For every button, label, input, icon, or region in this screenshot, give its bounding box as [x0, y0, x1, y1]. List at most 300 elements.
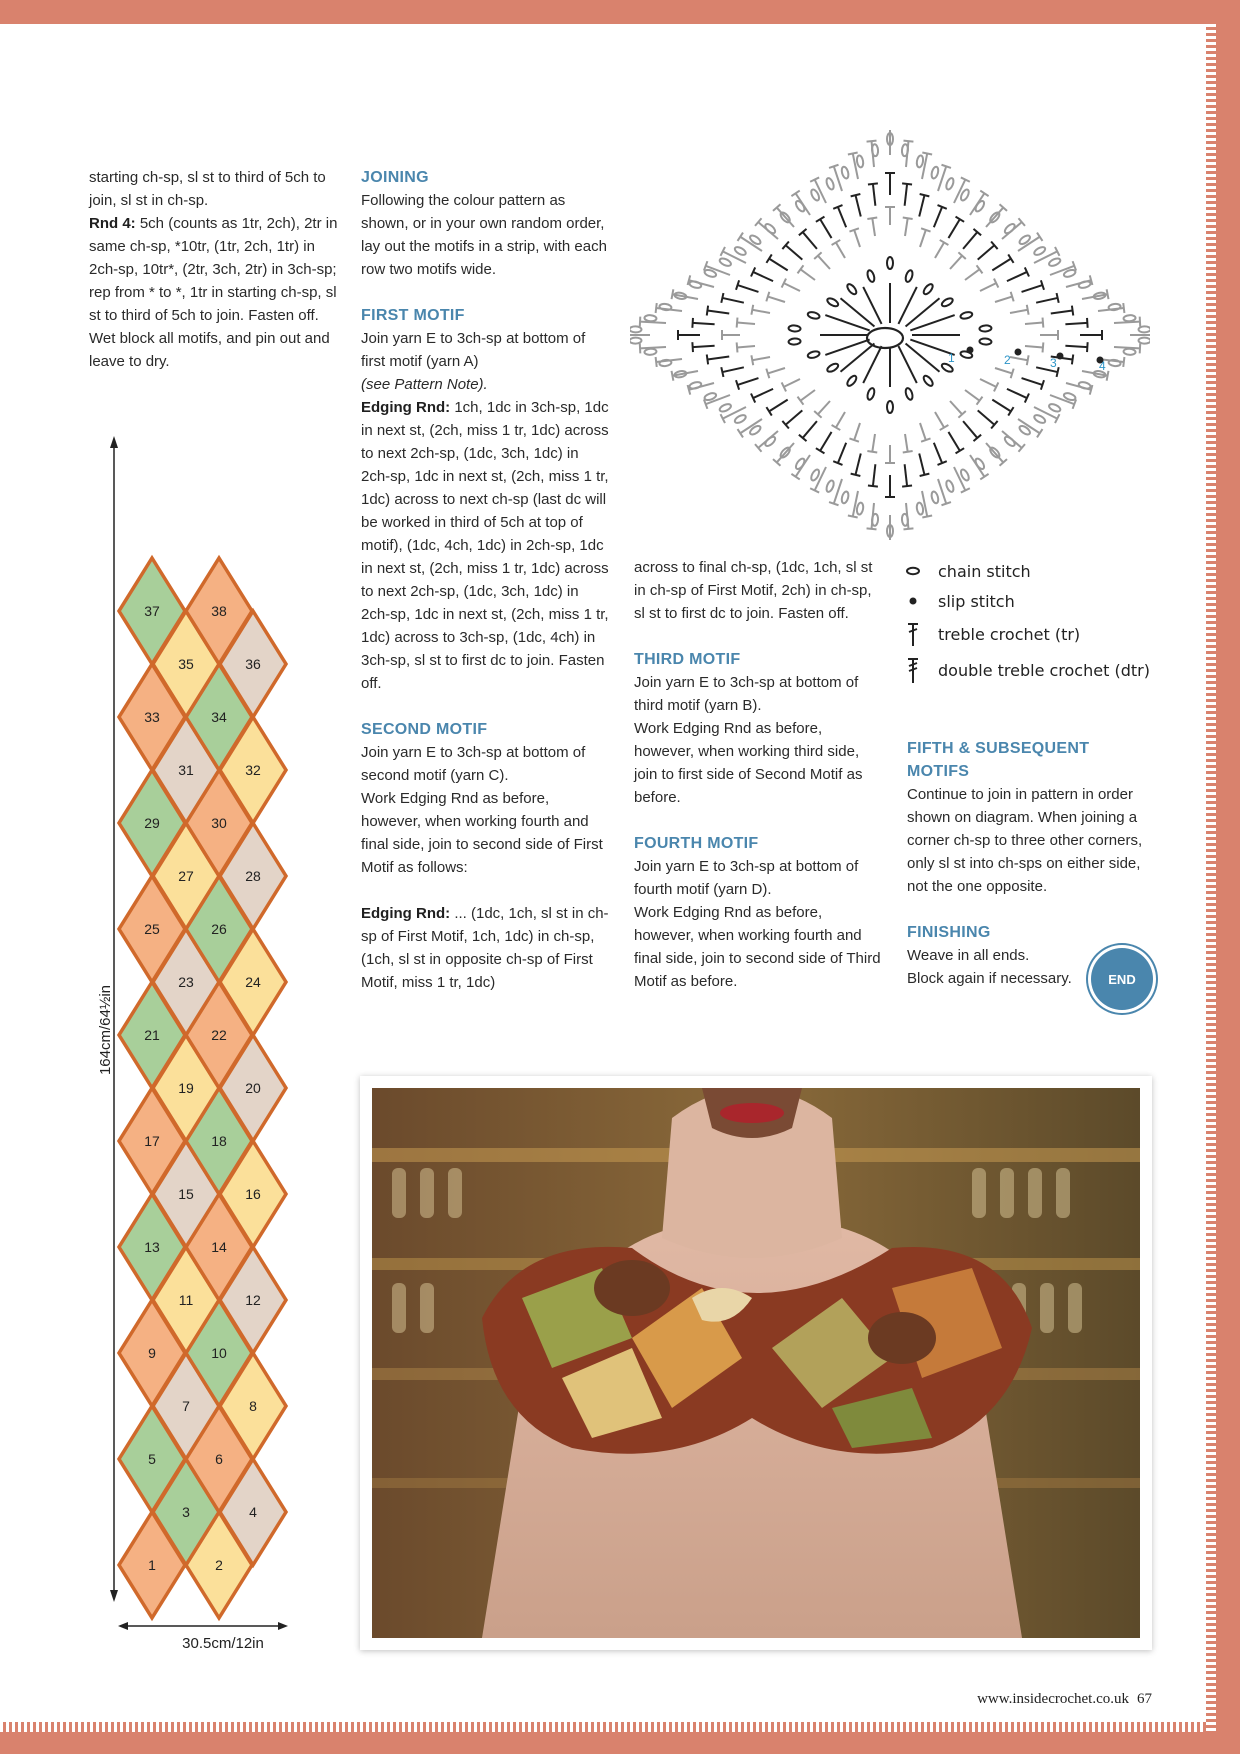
- motif-number: 30: [211, 815, 227, 831]
- chart-chain-mark: [825, 177, 835, 190]
- chart-stitch-mark: [905, 218, 908, 236]
- fifth-motif-text: Continue to join in pattern in order shown on diagram. When joining a corner ch-sp to three other corners, only sl st into ch-sps on either side, not the one opposite.: [907, 786, 1143, 895]
- round-4-text: 5ch (counts as 1tr, 2ch), 2tr in same ch-sp, *10tr, (1tr, 2ch, 1tr) in 2ch-sp, 10tr*, (2tr, 3ch, 2tr) in 3ch-sp; rep from * to *, 1tr in starting ch-sp, sl st to third of 5ch to join. Fasten off.: [89, 215, 338, 324]
- chart-stitch-top: [738, 233, 743, 241]
- chart-stitch-mark: [855, 195, 860, 216]
- motif-number: 35: [178, 656, 194, 672]
- chart-stitch-top: [798, 397, 804, 405]
- legend-slip-label: slip stitch: [938, 591, 1015, 611]
- chart-stitch-top: [1037, 233, 1042, 241]
- chart-stitch-top: [791, 191, 799, 197]
- chart-stitch-top: [868, 486, 878, 487]
- motif-number: 38: [211, 603, 227, 619]
- chart-chain-mark: [901, 514, 908, 526]
- chart-chain-mark: [904, 387, 913, 400]
- chart-stitch-mark: [707, 357, 729, 360]
- motif-number: 23: [178, 974, 194, 990]
- chart-stitch-top: [922, 153, 932, 155]
- chart-chain-mark: [689, 381, 702, 390]
- chart-chain-mark: [659, 359, 672, 366]
- chart-stitch-mark: [963, 421, 977, 438]
- chart-chain-mark: [1003, 435, 1016, 447]
- chart-chain-mark: [719, 257, 732, 267]
- chart-chain-mark: [788, 325, 800, 332]
- chart-stitch-top: [920, 194, 930, 196]
- column-3: [634, 556, 884, 993]
- motif-layout-diagram: [88, 430, 348, 1670]
- chart-chain-mark: [1048, 403, 1061, 413]
- chart-stitch-top: [902, 183, 912, 184]
- chart-stitch-mark: [905, 184, 907, 206]
- chart-stitch-mark: [1025, 346, 1043, 347]
- chart-chain-mark: [1033, 245, 1046, 256]
- round-label-4: 4: [1099, 359, 1106, 373]
- chart-chain-mark: [764, 435, 777, 447]
- chart-stitch-top: [977, 397, 983, 405]
- fourth-motif-text-2: Work Edging Rnd as before, however, when working fourth and final side, join to second side of Third Motif as before.: [634, 904, 881, 990]
- chart-stitch-mark: [707, 311, 729, 314]
- chart-stitch-top: [1123, 357, 1124, 367]
- chart-chain-mark: [904, 269, 913, 282]
- chart-chain-mark: [1108, 359, 1121, 366]
- chart-stitch-top: [851, 474, 861, 476]
- joining-heading: JOINING: [361, 169, 429, 186]
- second-motif-heading: SECOND MOTIF: [361, 721, 488, 738]
- chart-stitch-mark: [950, 401, 962, 414]
- chart-stitch-mark: [818, 401, 830, 414]
- chart-stitch-mark: [986, 208, 1003, 227]
- first-motif-note: [361, 373, 611, 396]
- chart-stitch-mark: [934, 443, 942, 463]
- chart-stitch-top: [791, 474, 799, 480]
- chart-chain-mark: [764, 222, 777, 234]
- chart-stitch-mark: [834, 479, 842, 504]
- chart-chain-mark: [941, 297, 954, 308]
- chart-stitch-top: [672, 371, 674, 381]
- chart-stitch-mark: [769, 400, 788, 412]
- motif-number: 7: [182, 1398, 190, 1414]
- chart-stitch-mark: [1025, 323, 1043, 324]
- chart-stitch-mark: [873, 184, 875, 206]
- motif-number: 32: [245, 762, 261, 778]
- round-label-1: 1: [948, 351, 955, 365]
- chart-stitch-mark: [935, 242, 944, 258]
- chart-stitch-mark: [978, 245, 995, 259]
- chart-stitch-mark: [873, 464, 875, 486]
- chart-stitch-top: [640, 317, 641, 327]
- motif-number: 6: [215, 1451, 223, 1467]
- motif-number: 24: [245, 974, 261, 990]
- chart-chain-mark: [1048, 257, 1061, 267]
- chart-chain-mark: [734, 245, 747, 256]
- chart-stitch-mark: [777, 208, 794, 227]
- edging-label-2: Edging Rnd:: [361, 905, 451, 922]
- motif-number: 11: [178, 1292, 194, 1308]
- round-4-label: Rnd 4:: [89, 215, 136, 232]
- legend-slip: [904, 586, 1164, 616]
- width-label: 30.5cm/12in: [182, 1635, 264, 1652]
- chart-chain-mark: [794, 200, 806, 213]
- chart-stitch-top: [903, 217, 913, 218]
- motif-number: 36: [245, 656, 261, 672]
- chart-stitch-top: [656, 303, 657, 313]
- chart-chain-mark: [945, 177, 955, 190]
- chart-chain-mark: [644, 348, 656, 355]
- motif-number: 17: [144, 1133, 160, 1149]
- finishing-heading: FINISHING: [907, 924, 991, 941]
- edging-text-2: ... (1dc, 1ch, sl st in ch-sp of First Motif, 1ch, 1dc) in ch-sp, (1ch, sl st in opposite ch-sp of First Motif, miss 1 tr, 1dc): [361, 905, 609, 991]
- chart-stitch-mark: [836, 242, 845, 258]
- chart-stitch-mark: [693, 346, 715, 347]
- edging-label: Edging Rnd:: [361, 399, 451, 416]
- chart-stitch-top: [672, 289, 674, 299]
- chart-stitch-top: [721, 293, 723, 303]
- chart-stitch-top: [848, 515, 858, 517]
- chart-chain-mark: [644, 315, 656, 322]
- chart-stitch-mark: [963, 232, 977, 249]
- chart-slip-stitch: [1057, 353, 1064, 360]
- chart-stitch-mark: [738, 378, 759, 385]
- treble-crochet-icon: [904, 620, 926, 648]
- motif-number: 15: [178, 1186, 194, 1202]
- chart-stitch-mark: [753, 389, 773, 398]
- chart-chain-mark: [974, 457, 986, 470]
- second-motif-continued: across to final ch-sp, (1dc, 1ch, sl st in ch-sp of First Motif, 2ch) in ch-sp, sl st to first dc to join. Fasten off.: [634, 559, 873, 622]
- chart-stitch-mark: [872, 218, 875, 236]
- chain-stitch-icon: [904, 557, 926, 585]
- chart-stitch-top: [1057, 367, 1059, 377]
- chart-stitch-mark: [995, 297, 1012, 302]
- chart-stitch-top: [798, 265, 804, 273]
- page-frame-right-pattern: [1206, 24, 1216, 1732]
- chart-chain-mark: [1078, 381, 1091, 390]
- chart-stitch-top: [1087, 318, 1088, 328]
- chart-chain-mark: [1123, 348, 1135, 355]
- chart-chain-mark: [922, 374, 934, 387]
- chart-stitch-mark: [1022, 378, 1043, 385]
- chart-stitch-mark: [803, 421, 817, 438]
- chart-stitch-mark: [836, 412, 845, 428]
- joining-text: Following the colour pattern as shown, or in your own random order, lay out the motifs in a strip, with each row two motifs wide.: [361, 192, 607, 278]
- chart-stitch-mark: [784, 283, 800, 291]
- chart-stitch-mark: [753, 272, 773, 281]
- chart-chain-mark: [719, 403, 732, 413]
- chart-stitch-mark: [784, 379, 800, 387]
- chart-stitch-top: [867, 451, 877, 452]
- second-motif-text-2: Work Edging Rnd as before, however, when working fourth and final side, join to second side of First Motif as follows:: [361, 790, 603, 876]
- chart-chain-mark: [689, 280, 702, 289]
- chart-stitch-top: [707, 306, 708, 316]
- chart-stitch-mark: [919, 195, 924, 216]
- chart-slip-stitch: [1015, 349, 1022, 356]
- page-frame-right: [1216, 0, 1240, 1754]
- chart-stitch-top: [1027, 355, 1029, 365]
- motif-number: 26: [211, 921, 227, 937]
- chart-stitch-mark: [820, 219, 831, 238]
- chart-stitch-top: [868, 183, 878, 184]
- chart-stitch-top: [1072, 355, 1073, 365]
- chart-stitch-mark: [1065, 346, 1087, 347]
- chart-stitch-mark: [838, 443, 846, 463]
- round-3-end-text: starting ch-sp, sl st to third of 5ch to join, sl st in ch-sp.: [89, 169, 326, 209]
- fourth-motif-text-1: Join yarn E to 3ch-sp at bottom of fourth motif (yarn D).: [634, 858, 859, 898]
- motif-number: 18: [211, 1133, 227, 1149]
- chart-stitch-top: [1057, 293, 1059, 303]
- chart-stitch-mark: [769, 259, 788, 271]
- chart-stitch-mark: [768, 368, 785, 373]
- chart-chain-mark: [1078, 280, 1091, 289]
- photo-card: [360, 1076, 1152, 1650]
- chart-stitch-mark: [1065, 323, 1087, 324]
- chart-stitch-mark: [820, 432, 831, 451]
- chart-stitch-mark: [872, 434, 875, 452]
- chart-stitch-mark: [948, 432, 959, 451]
- chart-stitch-top: [1107, 371, 1109, 381]
- chart-stitch-top: [1037, 429, 1042, 437]
- chart-stitch-mark: [722, 367, 743, 372]
- finishing-text-1: Weave in all ends.: [907, 947, 1030, 964]
- chart-chain-mark: [841, 491, 850, 504]
- motif-number: 1: [148, 1557, 156, 1573]
- chart-stitch-top: [692, 342, 693, 352]
- chart-chain-mark: [866, 387, 875, 400]
- chart-stitch-top: [902, 486, 912, 487]
- motif-number: 14: [211, 1239, 227, 1255]
- stitch-legend: [904, 556, 1164, 688]
- chart-stitch-mark: [854, 423, 860, 440]
- chart-stitch-mark: [905, 464, 907, 486]
- chart-chain-mark: [846, 283, 858, 296]
- chart-stitch-top: [903, 528, 913, 529]
- motif-number: 3: [182, 1504, 190, 1520]
- motif-number: 27: [178, 868, 194, 884]
- chart-chain-mark: [826, 297, 839, 308]
- chart-chain-mark: [846, 374, 858, 387]
- chart-stitch-mark: [777, 443, 794, 462]
- chart-chain-mark: [630, 337, 642, 343]
- chart-stitch-mark: [1036, 298, 1057, 303]
- pattern-note-ref: (see Pattern Note).: [361, 376, 488, 393]
- legend-chain: [904, 556, 1164, 586]
- chart-stitch-mark: [723, 251, 746, 263]
- chart-stitch-mark: [965, 269, 980, 280]
- chart-chain-mark: [960, 311, 973, 320]
- chart-chain-mark: [866, 269, 875, 282]
- chart-stitch-mark: [1051, 311, 1073, 314]
- motif-number: 13: [144, 1239, 160, 1255]
- chart-stitch-top: [751, 355, 753, 365]
- first-motif-edging: [361, 396, 611, 695]
- motif-number: 37: [144, 603, 160, 619]
- chart-stitch-mark: [1007, 272, 1027, 281]
- chart-stitch-mark: [934, 207, 942, 227]
- legend-chain-label: chain stitch: [938, 561, 1031, 581]
- chart-stitch-mark: [920, 230, 926, 247]
- chart-stitch-top: [903, 451, 913, 452]
- chart-stitch-top: [867, 528, 877, 529]
- chart-stitch-mark: [737, 346, 755, 347]
- chart-stitch-mark: [992, 400, 1011, 412]
- chart-stitch-mark: [1010, 310, 1028, 313]
- legend-double-treble: [904, 652, 1164, 688]
- round-label-3: 3: [1050, 356, 1057, 370]
- motif-number: 25: [144, 921, 160, 937]
- motif-number: 31: [178, 762, 194, 778]
- website-url: www.insidecrochet.co.uk: [977, 1691, 1129, 1707]
- motif-number: 8: [249, 1398, 257, 1414]
- double-treble-crochet-icon: [904, 656, 926, 684]
- height-label: 164cm/64½in: [97, 984, 114, 1076]
- chart-stitch-mark: [950, 256, 962, 269]
- chart-stitch-mark: [723, 407, 746, 419]
- wet-block-text: Wet block all motifs, and pin out and leave to dry.: [89, 330, 330, 370]
- chart-chain-mark: [922, 283, 934, 296]
- motif-number: 2: [215, 1557, 223, 1573]
- chart-chain-mark: [1033, 413, 1046, 424]
- chart-stitch-mark: [978, 410, 995, 424]
- chart-stitch-mark: [980, 379, 996, 387]
- chart-chain-mark: [856, 155, 864, 168]
- third-motif-text-2: Work Edging Rnd as before, however, when working third side, join to first side of Second Motif as before.: [634, 720, 863, 806]
- chart-stitch-top: [1043, 342, 1044, 352]
- chart-stitch-mark: [800, 390, 815, 401]
- chart-chain-mark: [979, 325, 991, 332]
- chart-stitch-mark: [855, 453, 860, 474]
- first-motif-text: Join yarn E to 3ch-sp at bottom of first motif (yarn A): [361, 330, 586, 370]
- chart-stitch-mark: [693, 323, 715, 324]
- third-motif-text-1: Join yarn E to 3ch-sp at bottom of third motif (yarn B).: [634, 674, 859, 714]
- chart-stitch-top: [751, 305, 753, 315]
- chart-stitch-mark: [752, 357, 770, 360]
- chart-chain-mark: [974, 200, 986, 213]
- chart-stitch-top: [980, 191, 988, 197]
- chart-chain-mark: [872, 144, 879, 156]
- motif-number: 9: [148, 1345, 156, 1361]
- chart-stitch-top: [1140, 317, 1141, 327]
- chart-chain-mark: [630, 326, 642, 332]
- finishing-text-2: Block again if necessary.: [907, 970, 1072, 987]
- chart-stitch-top: [656, 357, 657, 367]
- chart-chain-mark: [916, 155, 924, 168]
- chart-stitch-mark: [938, 166, 946, 191]
- chart-chain-mark: [825, 480, 835, 493]
- chart-stitch-top: [721, 367, 723, 377]
- motif-number: 29: [144, 815, 160, 831]
- motif-number: 22: [211, 1027, 227, 1043]
- chart-stitch-top: [980, 474, 988, 480]
- first-motif-heading: FIRST MOTIF: [361, 307, 465, 324]
- page-frame-bottom: [0, 1732, 1240, 1754]
- chart-chain-mark: [872, 514, 879, 526]
- chart-chain-mark: [1123, 315, 1135, 322]
- chart-chain-mark: [794, 457, 806, 470]
- chart-chain-mark: [887, 257, 893, 269]
- chart-chain-mark: [807, 311, 820, 320]
- third-motif-heading: THIRD MOTIF: [634, 651, 741, 668]
- chart-stitch-mark: [786, 410, 803, 424]
- chart-chain-mark: [916, 502, 924, 515]
- chart-stitch-top: [738, 429, 743, 437]
- edging-text: 1ch, 1dc in 3ch-sp, 1dc in next st, (2ch, miss 1 tr, 1dc) across to next 2ch-sp, (1dc, 3ch, 1dc) in 2ch-sp, 1dc in next st, (2ch, miss 1 tr, 1dc) across to next ch-sp (last dc will be worked in third of 5ch at top of motif), (1dc, 4ch, 1dc) in 2ch-sp, 1dc in next st, (2ch, miss 1 tr, 1dc) across to next 2ch-sp, (1dc, 3ch, 1dc) in 2ch-sp, 1dc in next st, (2ch, miss 1 tr, 1dc) across to 3ch-sp, (1dc, 4ch) in 3ch-sp, sl st to first dc to join. Fasten off.: [361, 399, 609, 692]
- chart-stitch-mark: [935, 412, 944, 428]
- chart-stitch-top: [851, 194, 861, 196]
- chart-stitch-top: [977, 265, 983, 273]
- motif-number: 20: [245, 1080, 261, 1096]
- chart-slip-stitch: [967, 347, 974, 354]
- motif-number: 21: [144, 1027, 160, 1043]
- chart-stitch-mark: [800, 269, 815, 280]
- second-motif-text-1: Join yarn E to 3ch-sp at bottom of second motif (yarn C).: [361, 744, 586, 784]
- motif-number: 34: [211, 709, 227, 725]
- chart-stitch-top: [903, 141, 913, 142]
- page-frame-bottom-pattern: [0, 1722, 1206, 1732]
- legend-treble-label: treble crochet (tr): [938, 624, 1081, 644]
- legend-treble: [904, 616, 1164, 652]
- motif-number: 4: [249, 1504, 257, 1520]
- chart-stitch-mark: [938, 479, 946, 504]
- model-photo: [372, 1088, 1140, 1638]
- motif-number: 12: [245, 1292, 261, 1308]
- round-4-paragraph: [89, 212, 339, 327]
- page-footer: [977, 1691, 1152, 1708]
- chart-stitch-mark: [838, 207, 846, 227]
- chart-stitch-top: [867, 217, 877, 218]
- slip-stitch-icon: [904, 587, 926, 615]
- chart-stitch-mark: [905, 434, 908, 452]
- chart-stitch-mark: [738, 285, 759, 292]
- chart-stitch-top: [848, 153, 858, 155]
- chart-stitch-top: [922, 515, 932, 517]
- chart-chain-mark: [826, 362, 839, 373]
- chart-chain-mark: [841, 166, 850, 179]
- chart-chain-mark: [979, 338, 991, 345]
- motif-number: 28: [245, 868, 261, 884]
- chart-stitch-mark: [854, 230, 860, 247]
- chart-stitch-top: [737, 318, 738, 328]
- chart-chain-mark: [856, 502, 864, 515]
- chart-stitch-mark: [986, 443, 1003, 462]
- chart-chain-mark: [734, 413, 747, 424]
- fifth-motif-heading: FIFTH & SUBSEQUENT MOTIFS: [907, 740, 1090, 780]
- chart-stitch-mark: [992, 259, 1011, 271]
- chart-stitch-mark: [1022, 285, 1043, 292]
- chart-stitch-top: [640, 343, 641, 353]
- chart-chain-mark: [1138, 326, 1150, 332]
- chart-chain-mark: [788, 338, 800, 345]
- chart-stitch-mark: [920, 423, 926, 440]
- chart-chain-mark: [807, 350, 820, 359]
- chart-stitch-top: [867, 141, 877, 142]
- chart-chain-mark: [887, 401, 893, 413]
- chart-stitch-top: [737, 342, 738, 352]
- chart-stitch-mark: [722, 298, 743, 303]
- column-2: [361, 166, 611, 994]
- chart-chain-mark: [1108, 303, 1121, 310]
- chart-stitch-mark: [1010, 357, 1028, 360]
- fourth-motif-heading: FOURTH MOTIF: [634, 835, 759, 852]
- chart-stitch-mark: [737, 323, 755, 324]
- chart-stitch-mark: [965, 390, 980, 401]
- chart-stitch-top: [1140, 343, 1141, 353]
- chart-stitch-mark: [818, 256, 830, 269]
- second-motif-edging: [361, 902, 611, 994]
- chart-stitch-mark: [1007, 389, 1027, 398]
- crochet-motif-chart: [630, 130, 1150, 540]
- chart-stitch-mark: [919, 453, 924, 474]
- motif-number: 19: [178, 1080, 194, 1096]
- motif-number: 33: [144, 709, 160, 725]
- chart-stitch-mark: [768, 297, 785, 302]
